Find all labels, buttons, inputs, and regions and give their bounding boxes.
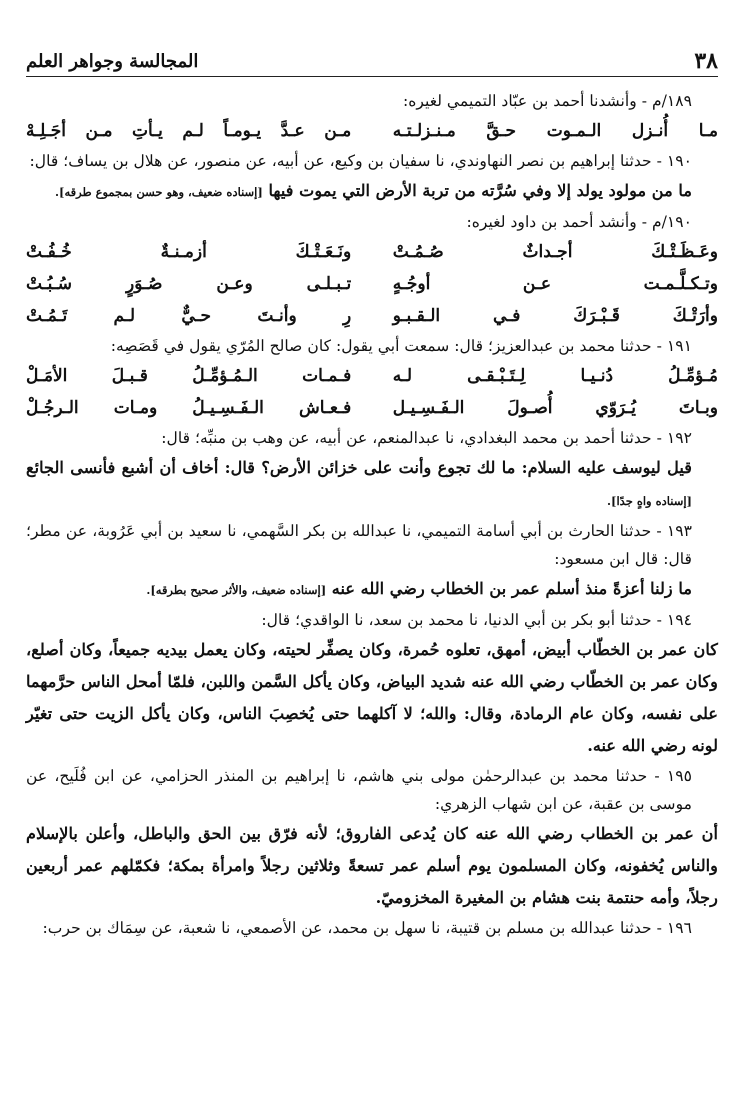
verse-second-hemistich: فـعـاش الـفَـسِـيـلُ ومـات الـرجُـلْ: [26, 398, 352, 418]
grading-note: [إسناده ضعيف، والأثر صحيح بطرقه].: [146, 583, 327, 597]
verse-second-hemistich: تـبـلـى وعـن صُـوَرٍ سُـبُـتْ: [26, 274, 352, 294]
grading-note: [إسناده ضعيف، وهو حسن بمجموع طرقه].: [55, 185, 263, 199]
verse-second-hemistich: فـمـات الـمُـؤمِّـلُ قـبـلَ الأمَـلْ: [26, 366, 352, 386]
verse-line: [26, 300, 718, 332]
running-header: [26, 42, 718, 77]
entry-195-text: أن عمر بن الخطاب رضي الله عنه كان يُدعى الفاروق؛ لأنه فرّق بين الحق والباطل، وأعلن بالإسلام والناس يُخفونه، وكان المسلمون يوم أسلم عمر تسعةً وثلاثين رجلاً وامرأة بمكة؛ فكمّلهم عمر أربعين رجلاً، وأمه حنتمة بنت هشام بن المغيرة المخزوميّ.: [26, 824, 718, 907]
entry-190-isnad: ١٩٠ - حدثنا إبراهيم بن نصر النهاوندي، نا سفيان بن وكيع، عن أبيه، عن منصور، عن هلال بن يساف؛ قال:: [29, 152, 692, 170]
verse-second-hemistich: ونَـعَـتْـكَ أزمـنـةٌ خُـفُـتْ: [26, 242, 352, 262]
entry-192-text: [26, 452, 718, 517]
entry-193-text: [26, 573, 718, 606]
verse-line: [26, 268, 718, 300]
entry-193-isnad: ١٩٣ - حدثنا الحارث بن أبي أسامة التميمي، نا عبدالله بن بكر السَّهمي، نا سعيد بن أبي عَرُوبة، عن مطر؛ قال: قال ابن مسعود:: [26, 522, 692, 568]
narration-text: قيل ليوسف عليه السلام: ما لك تجوع وأنت على خزائن الأرض؟ قال: أخاف أن أشبع فأنسى الجائع: [26, 458, 692, 477]
verse-line: [26, 236, 718, 268]
narration-text: ما من مولود يولد إلا وفي سُرَّته من تربة الأرض التي يموت فيها: [268, 181, 692, 200]
entry-196-isnad: ١٩٦ - حدثنا عبدالله بن مسلم بن قتيبة، نا سهل بن محمد، عن الأصمعي، نا شعبة، عن سِمَاك بن حرب:: [42, 919, 692, 937]
verse-line: [26, 392, 718, 424]
verse-second-hemistich: رِ وأنـتَ حـيٌّ لـم تَـمُـتْ: [26, 306, 352, 326]
verse-line: [26, 115, 718, 147]
entry-189m-intro: ١٨٩/م - وأنشدنا أحمد بن عبّاد التميمي لغيره:: [402, 92, 692, 110]
verse-first-hemistich: مـا أُنـزل الـمـوت حـقَّ مـنـزلـتـه: [392, 121, 718, 141]
verse-second-hemistich: مـن عـدَّ يـومـاً لـم يـأتِ مـن أجَـلِـهْ: [26, 121, 352, 141]
grading-note: [إسناده واهٍ جدًا].: [607, 494, 692, 508]
entry-194-text: كان عمر بن الخطّاب أبيض، أمهق، تعلوه حُمرة، وكان يصفِّر لحيته، وكان يعمل بيديه جميعاً، وكان أصلع، وكان عمر بن الخطّاب رضي الله عنه شديد البياض، وكان يأكل السَّمن واللبن، فلمّا أمحل الناس حرَّمهما على نفسه، وكان عام الرمادة، وقال: والله؛ لا آكلهما حتى يُخصِبَ الناس، وكان يأكل الزيت حتى تغيّر لونه رضي الله عنه.: [26, 640, 718, 755]
narration-text: ما زلنا أعزةً منذ أسلم عمر بن الخطاب رضي الله عنه: [331, 579, 692, 598]
verse-line: [26, 360, 718, 392]
entry-192-isnad: ١٩٢ - حدثنا أحمد بن محمد البغدادي، نا عبدالمنعم، عن أبيه، عن وهب بن منبِّه؛ قال:: [161, 429, 692, 447]
verse-first-hemistich: وبـاتَ يُـرَوّي أُصـولَ الـفَـسِـيـل: [392, 398, 718, 418]
verse-first-hemistich: وأرَتْـكَ قَـبْـرَكَ فـي الـقـبـو: [392, 306, 718, 326]
book-title: المجالسة وجواهر العلم: [26, 51, 199, 72]
entry-191-isnad: ١٩١ - حدثنا محمد بن عبدالعزيز؛ قال: سمعت أبي يقول: كان صالح المُرّي يقول في قَصَصِه:: [110, 337, 692, 355]
verse-first-hemistich: وعَـظَـتْـكَ أجـداثٌ صُـمُـتْ: [392, 242, 718, 262]
entry-195-isnad: ١٩٥ - حدثنا محمد بن عبدالرحمٰن مولى بني هاشم، نا إبراهيم بن المنذر الحزامي، عن ابن فُلَيح، عن موسى بن عقبة، عن ابن شهاب الزهري:: [26, 767, 692, 813]
entry-194-isnad: ١٩٤ - حدثنا أبو بكر بن أبي الدنيا، نا محمد بن سعد، نا الواقدي؛ قال:: [261, 611, 692, 629]
verse-first-hemistich: وتـكـلَّـمـت عـن أوجُـهٍ: [392, 274, 718, 294]
verse-first-hemistich: مُـؤمِّـلُ دُنـيـا لِـتَـبْـقـى لـه: [392, 366, 718, 386]
entry-190-text: [26, 175, 718, 208]
page-number: ٣٨: [694, 48, 718, 74]
entry-190m-intro: ١٩٠/م - وأنشد أحمد بن داود لغيره:: [466, 213, 692, 231]
